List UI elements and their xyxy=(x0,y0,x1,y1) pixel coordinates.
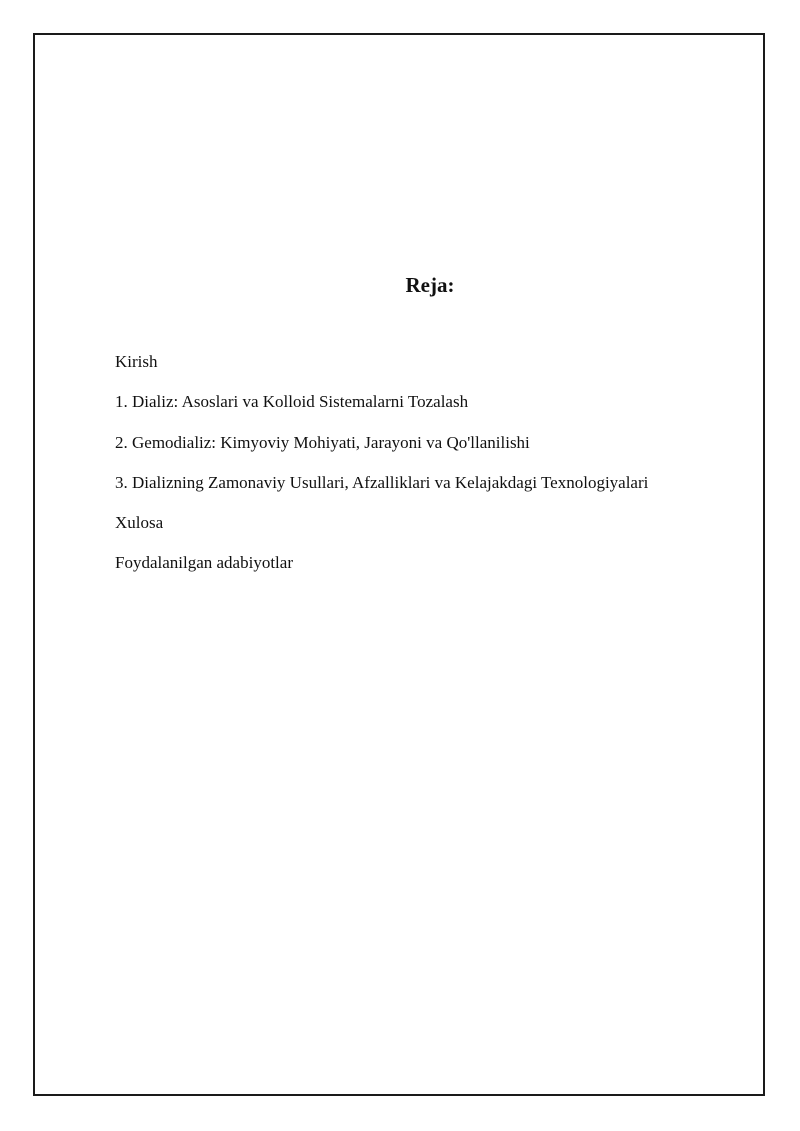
toc-item-conclusion: Xulosa xyxy=(115,513,164,533)
toc-item-references: Foydalanilgan adabiyotlar xyxy=(115,553,293,573)
toc-item-2: 2. Gemodializ: Kimyoviy Mohiyati, Jarayoni va Qo'llanilishi xyxy=(115,432,530,452)
toc-item-3: 3. Dializning Zamonaviy Usullari, Afzalliklari va Kelajakdagi Texnologiyalari xyxy=(115,472,649,492)
toc-item-intro: Kirish xyxy=(115,352,158,371)
page-title: Reja: xyxy=(405,273,455,297)
toc-item-1: 1. Dializ: Asoslari va Kolloid Sistemalarni Tozalash xyxy=(115,392,469,412)
table-of-contents xyxy=(115,350,648,592)
